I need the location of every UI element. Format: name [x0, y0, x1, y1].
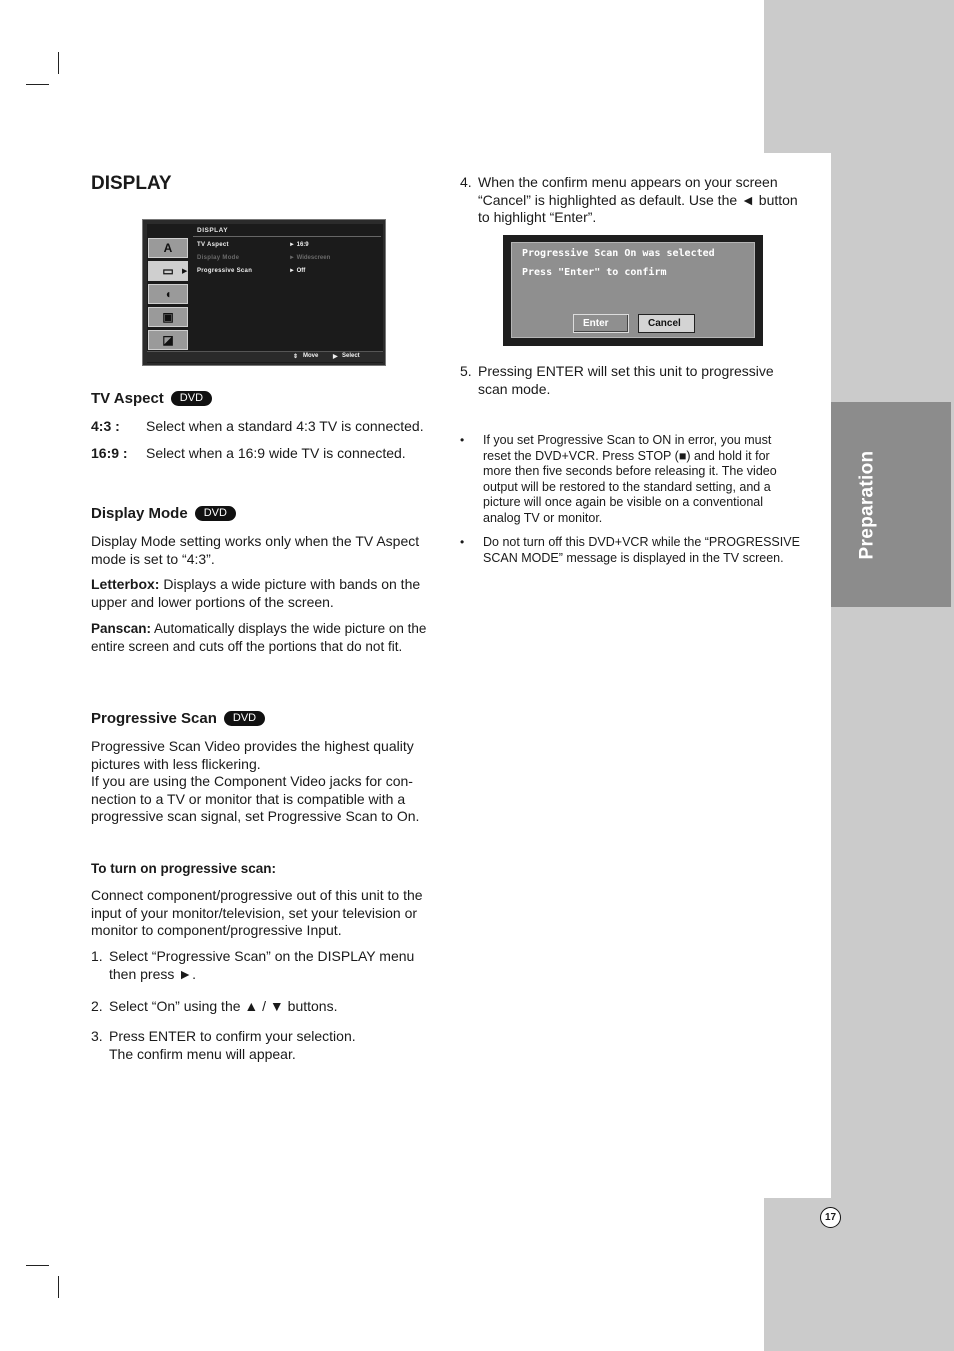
dialog-line-2: Press "Enter" to confirm — [522, 267, 667, 278]
language-icon: A — [148, 238, 188, 258]
step-4-number: 4. — [460, 174, 472, 190]
step-2-number: 2. — [91, 998, 103, 1014]
panscan-desc: Automatically displays the wide picture on the entire screen and cuts off the portions that do not fit. — [91, 621, 427, 654]
letterbox-paragraph — [91, 576, 441, 611]
osd-icon-column — [147, 238, 191, 350]
progressive-scan-heading — [91, 710, 265, 727]
cancel-button[interactable]: Cancel — [638, 314, 695, 333]
osd-selected-arrow-icon: ▶ — [182, 268, 188, 275]
panscan-paragraph — [91, 620, 436, 655]
letterbox-desc: Displays a wide picture with bands on the upper and lower portions of the screen. — [91, 576, 421, 610]
updown-arrows-icon: ⇕ — [293, 354, 299, 360]
audio-icon: ◖ — [148, 284, 188, 304]
howto-heading: To turn on progressive scan: — [91, 861, 277, 876]
step-5-text: Pressing ENTER will set this unit to progressive scan mode. — [478, 363, 774, 397]
osd-divider — [193, 236, 381, 237]
dialog-line-1: Progressive Scan On was selected — [522, 248, 715, 259]
osd-title: DISPLAY — [197, 227, 229, 234]
crop-mark — [26, 1265, 49, 1266]
progressive-scan-title: Progressive Scan — [91, 710, 217, 727]
howto-intro: Connect component/progressive out of this unit to the input of your monitor/television, set your television or monitor to component/progressive Input. — [91, 887, 423, 938]
term-16-9: 16:9 : — [91, 445, 128, 461]
dvd-badge: DVD — [171, 391, 212, 406]
desc-16-9: Select when a 16:9 wide TV is connected. — [146, 445, 406, 461]
desc-4-3: Select when a standard 4:3 TV is connected. — [146, 418, 424, 434]
osd-row-display-mode-value: ► Widescreen — [289, 255, 331, 261]
page-number: 17 — [820, 1207, 841, 1228]
lock-icon: ▣ — [148, 307, 188, 327]
step-5-number: 5. — [460, 363, 472, 379]
crop-mark — [58, 52, 59, 74]
progressive-component-note: If you are using the Component Video jacks for con-nection to a TV or monitor that is compatible with a progressive scan signal, set Progressive Scan to On. — [91, 773, 420, 824]
section-tab-label: Preparation — [856, 450, 878, 559]
confirm-dialog-screenshot — [503, 235, 763, 346]
osd-row-progressive-scan: Progressive Scan — [197, 268, 253, 274]
step-3-number: 3. — [91, 1028, 103, 1044]
progressive-intro: Progressive Scan Video provides the highest quality pictures with less flickering. — [91, 738, 414, 772]
tv-aspect-heading — [91, 390, 212, 407]
step-2-text: Select “On” using the ▲ / ▼ buttons. — [109, 998, 338, 1014]
enter-button[interactable]: Enter — [573, 314, 629, 333]
enter-icon: ▶ — [333, 354, 338, 360]
tv-aspect-title: TV Aspect — [91, 390, 164, 407]
panscan-term: Panscan: — [91, 621, 152, 636]
osd-row-display-mode: Display Mode — [197, 255, 240, 261]
note-bullet-1: If you set Progressive Scan to ON in error, you must reset the DVD+VCR. Press STOP (■) and hold it for more then five seconds before releasing it. The video output will be restored to the standard setting, and a picture will once again be visible on a conventional analog TV or monitor. — [483, 433, 777, 525]
display-mode-title: Display Mode — [91, 505, 188, 522]
bullet-icon: • — [460, 433, 465, 447]
page-edge — [764, 153, 831, 1198]
display-icon: ▭ — [148, 261, 188, 281]
display-menu-screenshot — [142, 219, 386, 366]
step-1-number: 1. — [91, 948, 103, 964]
term-4-3: 4:3 : — [91, 418, 120, 434]
others-icon: ◪ — [148, 330, 188, 350]
step-3-text: Press ENTER to confirm your selection. The confirm menu will appear. — [109, 1028, 356, 1062]
osd-row-progressive-scan-value: ► Off — [289, 268, 306, 274]
step-4-text: When the confirm menu appears on your screen “Cancel” is highlighted as default. Use the ◄ button to highlight “Enter”. — [478, 174, 798, 225]
note-bullet-2: Do not turn off this DVD+VCR while the “PROGRESSIVE SCAN MODE” message is displayed in the TV screen. — [483, 535, 800, 565]
bullet-icon: • — [460, 535, 465, 549]
dvd-badge: DVD — [195, 506, 236, 521]
page-title: DISPLAY — [91, 173, 172, 194]
dvd-badge: DVD — [224, 711, 265, 726]
step-1-text: Select “Progressive Scan” on the DISPLAY menu then press ►. — [109, 948, 415, 982]
osd-row-tv-aspect: TV Aspect — [197, 242, 229, 248]
crop-mark — [26, 84, 49, 85]
display-mode-intro: Display Mode setting works only when the TV Aspect mode is set to “4:3”. — [91, 533, 420, 567]
osd-hint-select: Select — [342, 353, 360, 359]
osd-row-tv-aspect-value: ► 16:9 — [289, 242, 309, 248]
display-mode-heading — [91, 505, 236, 522]
letterbox-term: Letterbox: — [91, 576, 160, 592]
osd-hint-move: Move — [303, 353, 319, 359]
osd-hint-bar — [147, 351, 383, 362]
crop-mark — [58, 1276, 59, 1298]
